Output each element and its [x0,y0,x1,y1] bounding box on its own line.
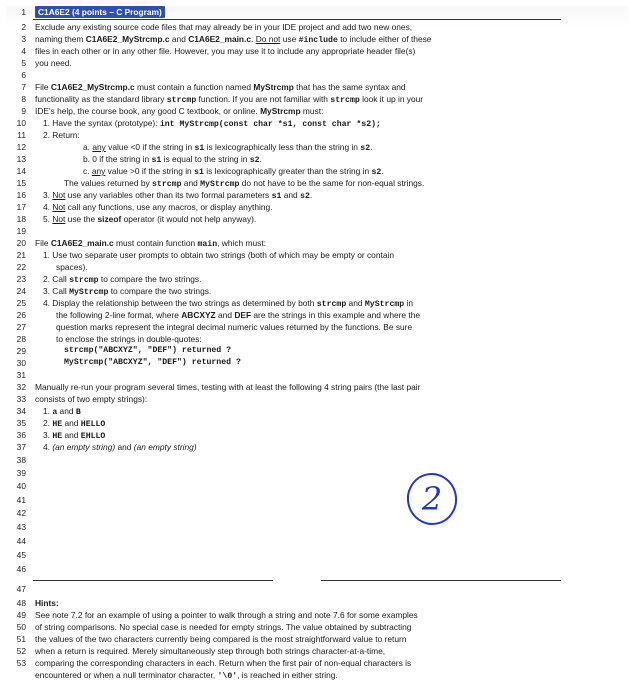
line-number: 48 [16,598,26,608]
line-number: 11 [17,130,26,140]
line-number: 44 [16,536,26,546]
hints-separator-right [321,580,561,581]
line-number: 36 [16,430,26,440]
line-number: 33 [16,394,26,404]
line-number: 14 [16,166,26,176]
assignment-title: C1A6E2 (4 points – C Program) [35,6,165,18]
title-rule [33,19,561,20]
line-number: 52 [16,646,26,656]
line-number: 42 [16,508,26,518]
line-number: 38 [16,455,26,465]
line-number: 2 [21,22,26,32]
handwritten-circled-number [402,469,462,527]
line-number: 49 [16,610,26,620]
example-output-line: strcmp("ABCXYZ", "DEF") returned ? [64,346,232,355]
line-number: 10 [16,118,26,128]
line-number: 18 [16,214,26,224]
line-number: 19 [16,226,26,236]
line-number: 8 [21,94,26,104]
hints-heading: Hints: [35,598,59,608]
line-number: 9 [21,106,26,116]
line-number: 31 [16,370,26,380]
line-number: 5 [21,58,26,68]
line-number: 6 [21,70,26,80]
line-number: 13 [16,154,26,164]
line-number: 15 [16,178,26,188]
handwritten-digit: 2 [421,480,443,518]
line-number: 4 [21,46,26,56]
line-number: 24 [16,286,26,296]
line-number: 35 [16,418,26,428]
line-number: 30 [16,358,26,368]
line-number: 17 [16,202,26,212]
line-number: 22 [16,262,26,272]
line-number: 1 [21,7,26,17]
line-number: 53 [16,658,26,668]
line-number: 21 [16,250,26,260]
line-number: 46 [16,564,26,574]
line-number: 45 [16,550,26,560]
line-number: 41 [16,495,26,505]
line-number: 7 [21,82,26,92]
line-number: 32 [16,382,26,392]
line-number: 27 [16,322,26,332]
line-number: 51 [16,634,26,644]
line-number: 39 [16,468,26,478]
line-number: 12 [16,142,26,152]
line-number: 23 [16,274,26,284]
line-number: 16 [16,190,26,200]
line-number: 50 [16,622,26,632]
hints-separator-left [33,580,273,581]
line-number: 37 [16,442,26,452]
document-page: 1 2 3 4 5 6 7 8 9 10 11 12 13 14 15 16 17 18 19 20 21 22 23 24 25 26 27 28 29 30 31 32 33 34 35 36 37 38 39 40 41 42 43 44 45 46 47 48 49 50 51 52 53 C1A6E2 (4 points – C Program) Exclude any existing source code files that may already be in your IDE project and add two new ones, naming them C1A6E2_MyStrcmp.c and C1A6E2_main.c. Do not use #include to include either of these files in each other or in any other file. However, you may use it to include any appropriate header file(s) you need. File C1A6E2_MyStrcmp.c must contain a function named MyStrcmp that has the same syntax and functionality as the standard library strcmp function. If you are not familiar with strcmp look it up in your IDE's help, the course book, any good C textbook, or online. MyStrcmp must: 1. Have the syntax (prototype): int MyStrcmp(const char *s1, const char *s2); 2. Return: a. any value <0 if the string in s1 is lexicographically less than the string in s2. b. 0 if the string in s1 is equal to the string in s2. c. any value >0 if the string in s1 is lexicographically greater than the string in s2. The values returned by strcmp and MyStrcmp do not have to be the same for non-equal strings. 3. Not use any variables other than its two formal parameters s1 and s2. 4. Not call any functions, use any macros, or display anything. 5. Not use the sizeof operator (it would not help anyway). File C1A6E2_main.c must contain function main, which must: 1. Use two separate user prompts to obtain two strings (both of which may be empty or contain spaces). 2. Call strcmp to compare the two strings. 3. Call MyStrcmp to compare the two strings. 4. Display the relationship between the two strings as determined by both strcmp and MyStrcmp in the following 2-line format, where ABCXYZ and DEF are the strings in this example and where the question marks represent the integral decimal numeric values returned by the functions. Be sure to enclose the strings in double-quotes: strcmp("ABCXYZ", "DEF") returned ? MyStrcmp("ABCXYZ", "DEF") returned ? Manually re-run your program several times, testing with at least the following 4 string pairs (the last pair consists of two empty strings): 1. a and B 2. HE and HELLO 3. HE and EHLLO 4. (an empty string) and (an empty string) 2 Hints: See note 7.2 for an example of using a pointer to walk through a string and note 7.6 for some examples of string comparisons. No special case is needed for empty strings. The value obtained by subtracting the values of the two characters currently being compared is the most straightforward value to return when a return is required. Merely simultaneously step through both strings character-at-a-time, comparing the corresponding characters in each. Return when the first pair of non-equal characters is encountered or when a null terminator character, '\0', is reached in either string. [6,6,628,700]
example-output-line: MyStrcmp("ABCXYZ", "DEF") returned ? [64,358,241,367]
line-number: 25 [16,298,26,308]
line-number: 20 [16,238,26,248]
line-number: 29 [16,346,26,356]
line-number: 40 [16,481,26,491]
line-number: 47 [16,584,26,594]
line-number: 34 [16,406,26,416]
line-number: 3 [21,34,26,44]
line-number: 26 [16,310,26,320]
line-number: 28 [16,334,26,344]
line-number: 43 [16,522,26,532]
